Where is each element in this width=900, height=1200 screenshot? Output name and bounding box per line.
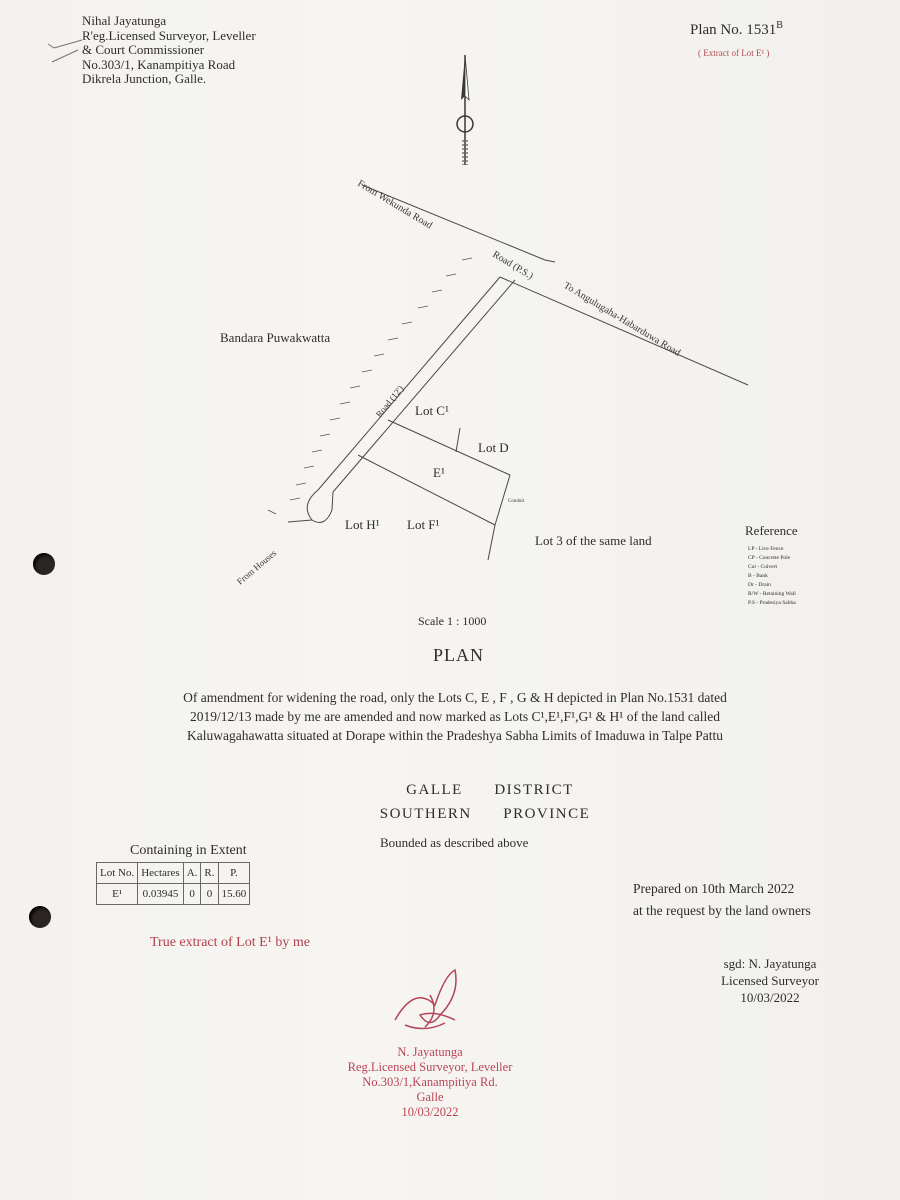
extract-note: ( Extract of Lot E¹ ) (698, 48, 770, 58)
prepared-line: Prepared on 10th March 2022 (633, 881, 795, 896)
reference-item: Dr - Drain (748, 582, 771, 588)
north-arrow-icon (457, 55, 473, 165)
reference-item: B - Bank (748, 573, 768, 579)
signed-block (700, 955, 840, 1006)
description-line: Of amendment for widening the road, only the Lots C, E , F , G & H depicted in Plan No.1531 dated (183, 690, 727, 705)
stamp-line: Galle (416, 1090, 444, 1104)
surveyor-line: & Court Commissioner (82, 42, 205, 57)
extent-header-row (97, 863, 250, 884)
extent-header-cell: Hectares (138, 863, 183, 884)
plan-number-text: Plan No. 1531 (690, 22, 777, 38)
table-row (97, 884, 250, 905)
district-label: GALLE DISTRICT (406, 782, 574, 798)
extent-cell: 0 (201, 884, 218, 905)
surveyor-line: Dikrela Junction, Galle. (82, 71, 207, 86)
reference-item: R/W - Retaining Wall (748, 591, 796, 597)
description-line: Kaluwagahawatta situated at Dorape within the Pradeshya Sabha Limits of Imaduwa in Talpe Pattu (186, 728, 724, 743)
signed-line: Licensed Surveyor (721, 973, 819, 988)
extent-cell: 0.03945 (138, 884, 183, 905)
reference-item: Cul - Culvert (748, 564, 778, 570)
surveyor-line: R'eg.Licensed Surveyor, Leveller (82, 27, 256, 43)
plan-description (60, 688, 850, 745)
reference-title: Reference (745, 523, 798, 538)
punch-hole (33, 553, 55, 575)
extent-header-cell: P. (218, 863, 250, 884)
lot-3-label: Lot 3 of the same land (535, 533, 652, 548)
reference-item: LP - Live Fence (748, 546, 784, 552)
handwritten-signature (385, 965, 475, 1040)
extent-table (96, 862, 250, 905)
description-line: 2019/12/13 made by me are amended and now marked as Lots C¹,E¹,F¹,G¹ & H¹ of the land called (189, 709, 721, 724)
reference-item: P.S - Pradesiya Sabha (748, 600, 796, 606)
prepared-line: at the request by the land owners (633, 903, 811, 918)
stamp-line: No.303/1,Kanampitiya Rd. (362, 1075, 498, 1089)
road-ps-label: Road (P.S.) (490, 249, 535, 282)
extent-cell: E¹ (97, 884, 138, 905)
extent-title: Containing in Extent (130, 843, 247, 858)
to-road-label: To Angulugaha-Habarduwa Road (561, 280, 683, 359)
stamp-line: 10/03/2022 (401, 1105, 459, 1119)
bounded-label: Bounded as described above (380, 835, 529, 850)
true-extract-note: True extract of Lot E¹ by me (150, 935, 310, 950)
road-12-label: Road (12') (373, 383, 406, 420)
conduit-label: Conduit (508, 499, 525, 504)
lot-e-label: E¹ (433, 465, 445, 480)
lot-h-label: Lot H¹ (345, 517, 380, 532)
extent-cell: 0 (183, 884, 201, 905)
plan-title: PLAN (433, 645, 485, 665)
reference-list (748, 545, 796, 608)
extent-header-cell: Lot No. (97, 863, 138, 884)
reference-item: CP - Concrete Pole (748, 555, 791, 561)
lot-d-label: Lot D (478, 440, 509, 455)
stamp-line: N. Jayatunga (397, 1045, 463, 1059)
signed-line: 10/03/2022 (740, 990, 800, 1005)
prepared-block (633, 878, 811, 922)
bandara-puwakwatta-label: Bandara Puwakwatta (220, 330, 331, 345)
lot-f-label: Lot F¹ (407, 517, 440, 532)
extent-cell: 15.60 (218, 884, 250, 905)
extent-header-cell: R. (201, 863, 218, 884)
province-label: SOUTHERN PROVINCE (379, 806, 591, 822)
punch-hole (29, 906, 51, 928)
plan-number-sup: B (776, 20, 783, 31)
signed-line: sgd: N. Jayatunga (723, 956, 817, 971)
extent-header-cell: A. (183, 863, 201, 884)
from-houses-label: From Houses (234, 547, 279, 587)
from-wekunda-label: From Wekunda Road (355, 178, 435, 232)
road-12 (288, 277, 515, 522)
stamp-line: Reg.Licensed Surveyor, Leveller (347, 1060, 513, 1074)
surveyor-line: Nihal Jayatunga (82, 13, 167, 28)
surveyor-line: No.303/1, Kanampitiya Road (82, 56, 236, 72)
lot-c-label: Lot C¹ (415, 403, 449, 418)
scale-label: Scale 1 : 1000 (418, 614, 487, 628)
surveyor-stamp (300, 1045, 560, 1120)
